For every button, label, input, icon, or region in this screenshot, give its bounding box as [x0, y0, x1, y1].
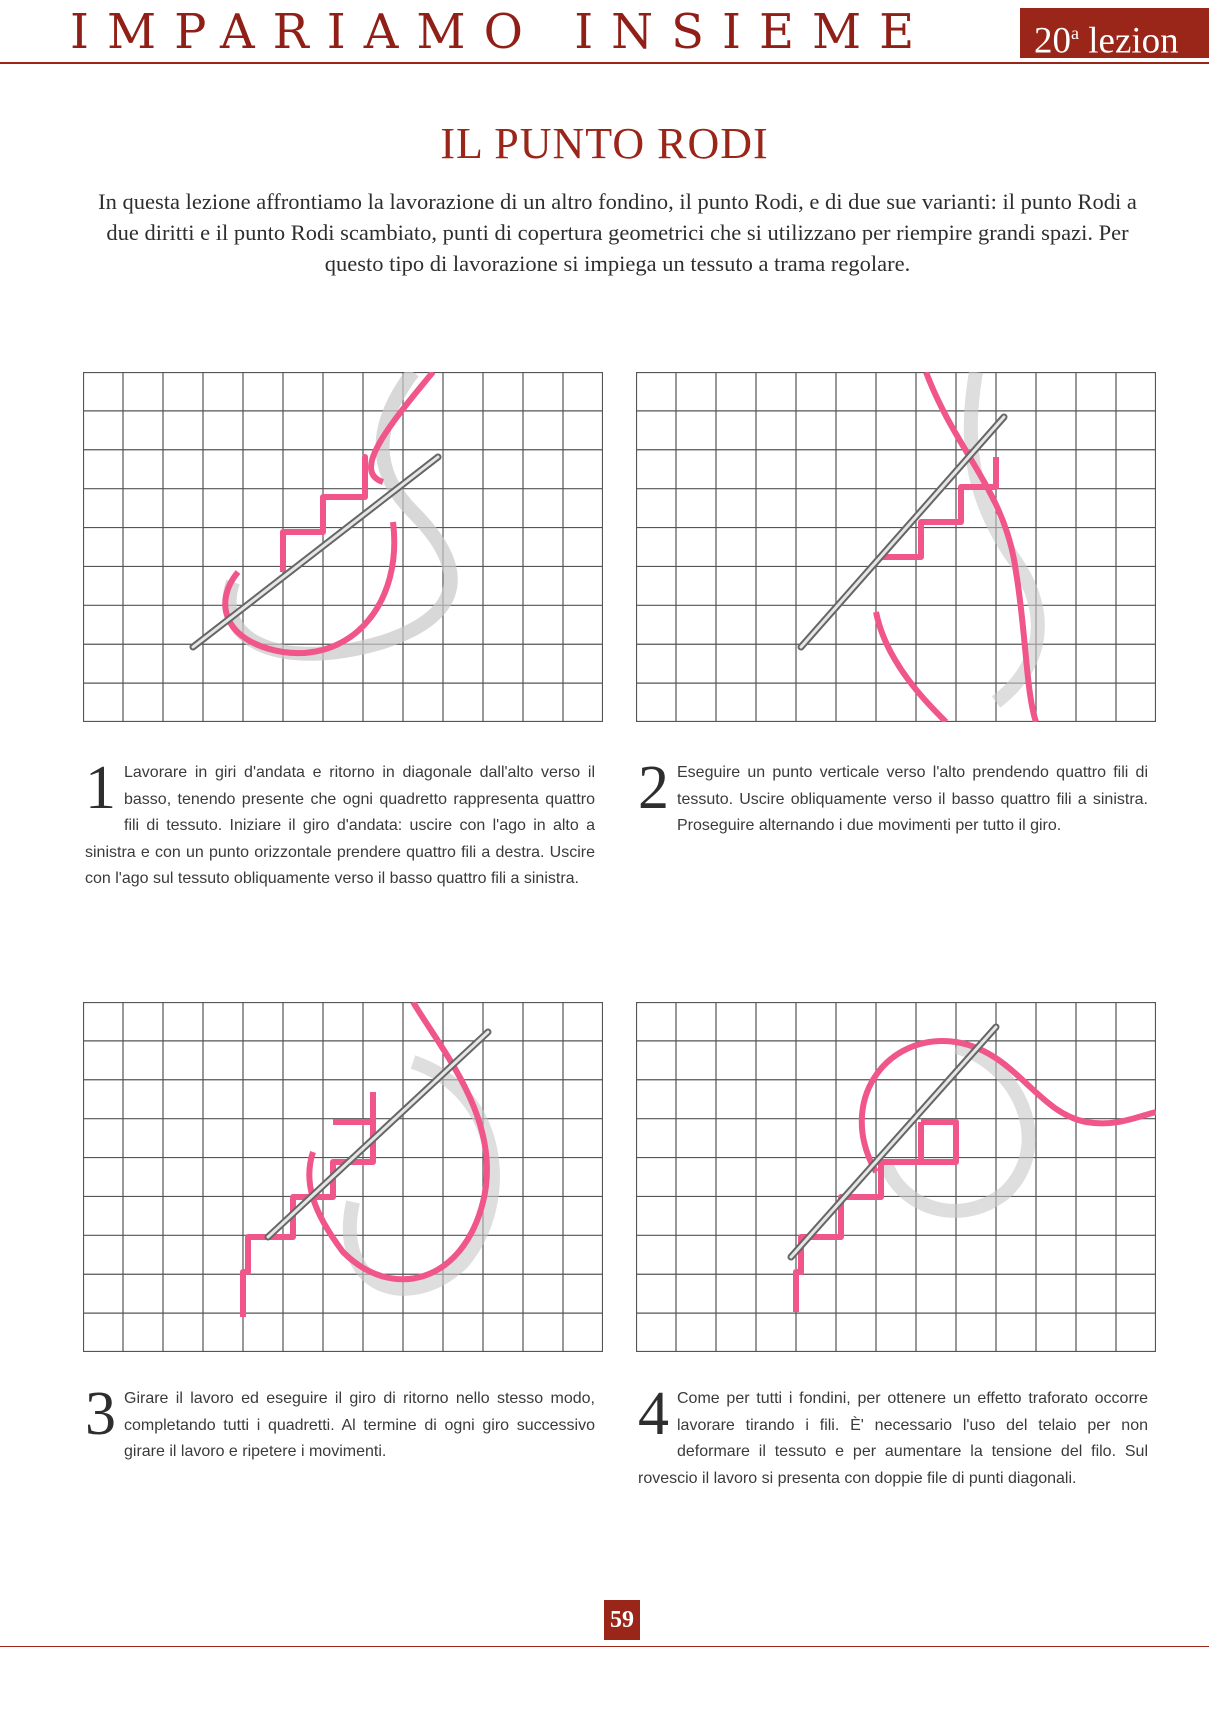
lesson-suffix: a — [1071, 23, 1079, 43]
step-4-number: 4 — [638, 1380, 669, 1448]
intro-paragraph: In questa lezione affrontiamo la lavorazione di un altro fondino, il punto Rodi, e di due sue varianti: il punto Rodi a due diritti e il punto Rodi scambiato, punti di copertura geometrici che si utilizzano per riempire grandi spazi. Per questo tipo di lavorazione si impiega un tessuto a trama regolare. — [98, 189, 1137, 276]
step-2-number: 2 — [638, 754, 669, 822]
stitch-diagram-3 — [83, 1002, 603, 1352]
stitch-diagram-4 — [636, 1002, 1156, 1352]
stitch-diagram-3-svg — [83, 1002, 603, 1352]
step-3-number: 3 — [85, 1380, 116, 1448]
series-title: IMPARIAMO INSIEME — [70, 4, 933, 60]
stitch-diagram-2 — [636, 372, 1156, 722]
footer-rule — [0, 1646, 1209, 1647]
lesson-word: lezion — [1088, 20, 1179, 58]
stitch-diagram-2-svg — [636, 372, 1156, 722]
step-4-text: Come per tutti i fondini, per ottenere un effetto traforato occorre lavorare tirando i fili. È' necessario l'uso del telaio per non deformare il tessuto e per aumentare la tensione del filo. Sul rovescio il lavoro si presenta con doppie file di punti diagonali. — [638, 1390, 1148, 1487]
step-1-caption — [85, 754, 595, 893]
page-number: 59 — [604, 1600, 640, 1640]
step-2-text: Eseguire un punto verticale verso l'alto prendendo quattro fili di tessuto. Uscire obliquamente verso il basso quattro fili a sinistra. Proseguire alternando i due movimenti per tutto il giro. — [677, 764, 1148, 834]
header-rule — [0, 62, 1209, 64]
stitch-diagram-1-svg — [83, 372, 603, 722]
step-1-text: Lavorare in giri d'andata e ritorno in diagonale dall'alto verso il basso, tenendo presente che ogni quadretto rappresenta quattro fili di tessuto. Iniziare il giro d'andata: uscire con l'ago in alto a sinistra e con un punto orizzontale prendere quattro fili a destra. Uscire con l'ago sul tessuto obliquamente verso il basso quattro fili a sinistra. — [85, 764, 595, 887]
stitch-diagram-1 — [83, 372, 603, 722]
stitch-diagram-4-svg — [636, 1002, 1156, 1352]
lesson-badge — [1020, 8, 1209, 58]
step-4-caption — [638, 1380, 1148, 1492]
page-title: IL PUNTO RODI — [440, 119, 769, 168]
step-3-text: Girare il lavoro ed eseguire il giro di ritorno nello stesso modo, completando tutti i quadretti. Al termine di ogni giro successivo girare il lavoro e ripetere i movimenti. — [124, 1390, 595, 1460]
lesson-number: 20 — [1034, 20, 1071, 58]
step-3-caption — [85, 1380, 595, 1466]
step-2-caption — [638, 754, 1148, 840]
step-1-number: 1 — [85, 754, 116, 822]
